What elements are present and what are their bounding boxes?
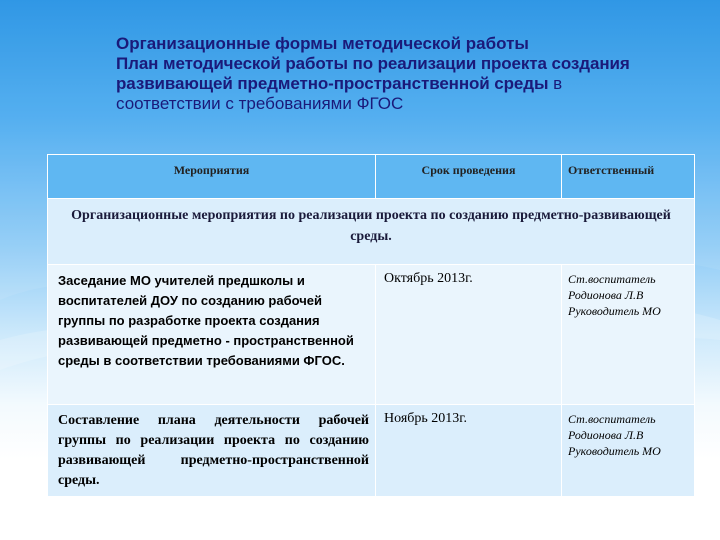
header-date: Срок проведения [376, 155, 562, 199]
responsible-line: Ст.воспитатель [568, 412, 656, 426]
section-row [48, 199, 695, 265]
header-responsible: Ответственный [562, 155, 695, 199]
row-date: Ноябрь 2013г. [376, 405, 562, 497]
responsible-line: Родионова Л.В [568, 428, 644, 442]
table-row [48, 265, 695, 405]
responsible-line: Руководитель МО [568, 444, 661, 458]
responsible-line: Ст.воспитатель [568, 272, 656, 286]
title-line-1: Организационные формы методической работы [116, 34, 529, 53]
table-header-row [48, 155, 695, 199]
slide-title [116, 34, 636, 114]
row-date: Октябрь 2013г. [376, 265, 562, 405]
responsible-line: Родионова Л.В [568, 288, 644, 302]
responsible-line: Руководитель МО [568, 304, 661, 318]
title-line-2: План методической работы по реализации проекта создания развивающей предметно-пространственной среды [116, 54, 630, 93]
header-events: Мероприятия [48, 155, 376, 199]
row-responsible [562, 405, 695, 497]
row-event: Заседание МО учителей предшколы и воспитателей ДОУ по созданию рабочей группы по разработке проекта создания развивающей предметно - пространственной среды в соответствии требованиями ФГОС. [48, 265, 376, 405]
table-row [48, 405, 695, 497]
row-event: Составление плана деятельности рабочей группы по реализации проекта по созданию развивающей предметно-пространственной среды. [48, 405, 376, 497]
plan-table [47, 154, 695, 497]
row-responsible [562, 265, 695, 405]
title-line-2-tail: в соответствии с требованиями ФГОС [116, 74, 563, 113]
section-title: Организационные мероприятия по реализации проекта по созданию предметно-развивающей среды. [48, 199, 695, 265]
